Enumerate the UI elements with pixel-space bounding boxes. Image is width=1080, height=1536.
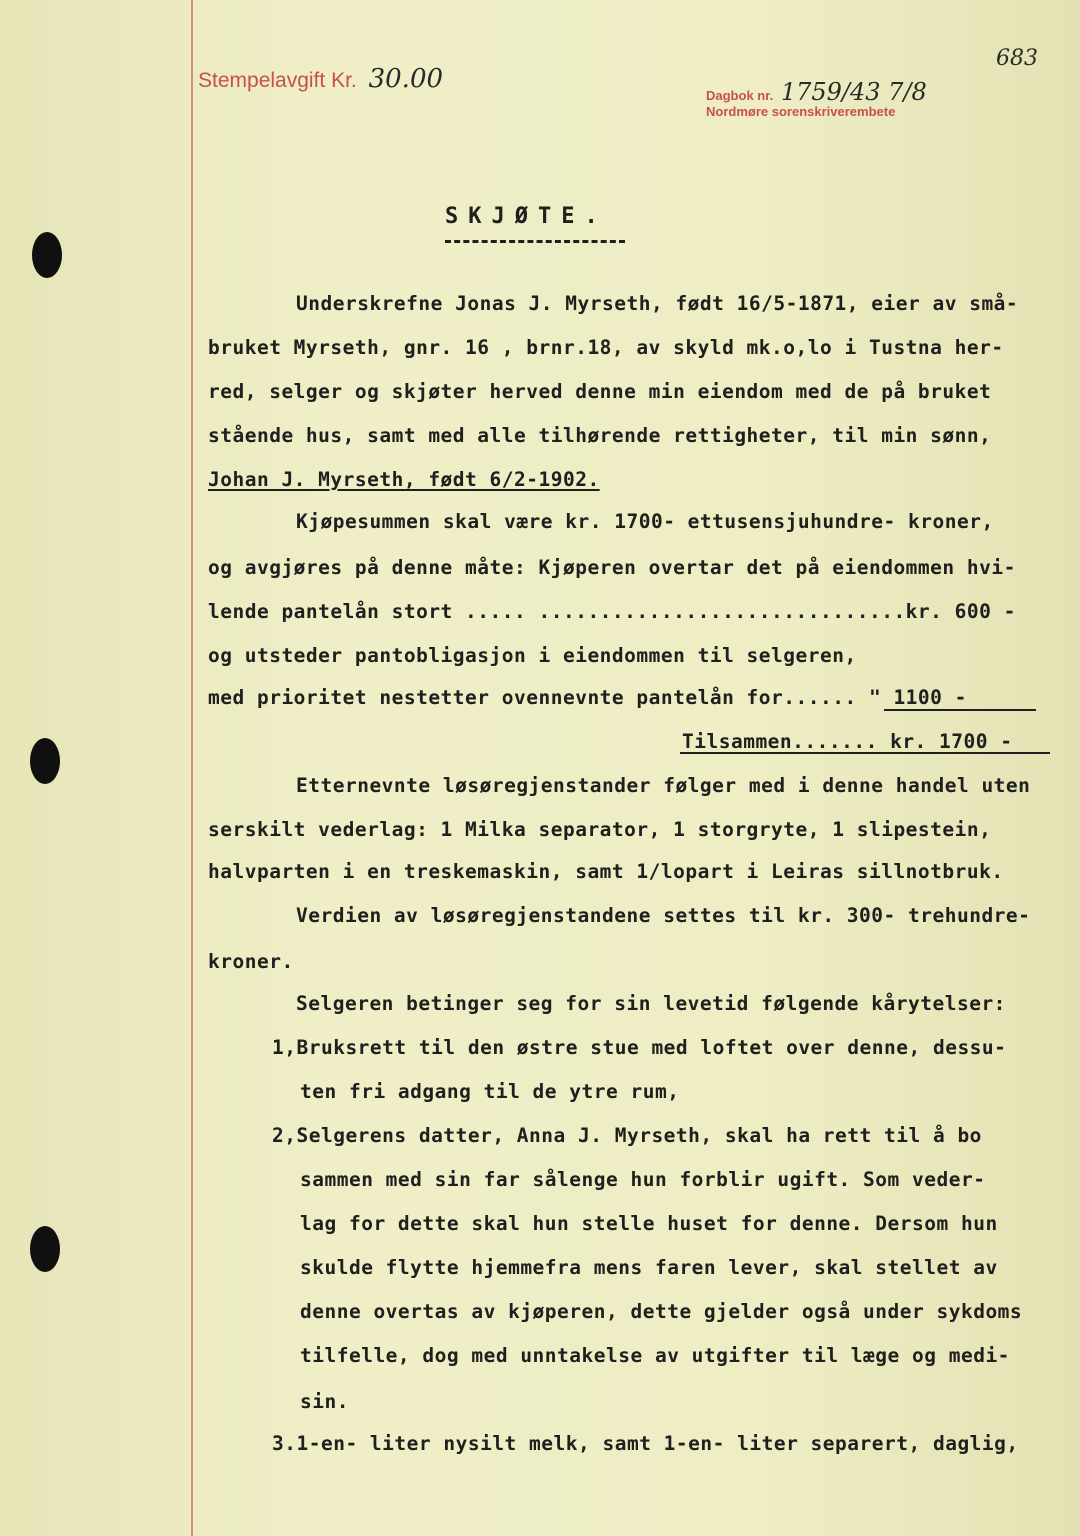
punch-hole-bottom — [30, 1226, 60, 1272]
text-line-26: sin. — [300, 1390, 349, 1413]
stamp-fee-amount: 30.00 — [368, 64, 444, 94]
text-line-2: bruket Myrseth, gnr. 16 , brnr.18, av skyld mk.o,lo i Tustna her- — [208, 336, 1004, 359]
text-line-27: 3.1-en- liter nysilt melk, samt 1-en- liter separert, daglig, — [272, 1432, 1019, 1455]
text-line-9: og utsteder pantobligasjon i eiendommen til selgeren, — [208, 644, 857, 667]
text-line-21: sammen med sin far sålenge hun forblir ugift. Som veder- — [300, 1168, 986, 1191]
text-line-4: stående hus, samt med alle tilhørende rettigheter, til min sønn, — [208, 424, 992, 447]
office-name: Nordmøre sorenskriverembete — [706, 104, 896, 119]
margin-rule — [191, 0, 193, 1536]
text-line-14: halvparten i en treskemaskin, samt 1/lopart i Leiras sillnotbruk. — [208, 860, 1004, 883]
text-line-24: denne overtas av kjøperen, dette gjelder også under sykdoms — [300, 1300, 1023, 1323]
text-line-7: og avgjøres på denne måte: Kjøperen overtar det på eiendommen hvi- — [208, 556, 1016, 579]
text-line-20: 2,Selgerens datter, Anna J. Myrseth, skal ha rett til å bo — [272, 1124, 982, 1147]
text-line-25: tilfelle, dog med unntakelse av utgifter til læge og medi- — [300, 1344, 1010, 1367]
text-line-19: ten fri adgang til de ytre rum, — [300, 1080, 680, 1103]
text-line-1: Underskrefne Jonas J. Myrseth, født 16/5-1871, eier av små- — [296, 292, 1019, 315]
text-line-15: Verdien av løsøregjenstandene settes til kr. 300- trehundre- — [296, 904, 1031, 927]
text-line-13: serskilt vederlag: 1 Milka separator, 1 storgryte, 1 slipestein, — [208, 818, 992, 841]
text-line-23: skulde flytte hjemmefra mens faren lever, skal stellet av — [300, 1256, 998, 1279]
sum-rule-1 — [884, 709, 1036, 711]
text-line-16: kroner. — [208, 950, 294, 973]
text-line-6: Kjøpesummen skal være kr. 1700- ettusensjuhundre- kroner, — [296, 510, 994, 533]
text-line-11: Tilsammen....... kr. 1700 - — [682, 730, 1013, 753]
document-title: SKJØTE. — [445, 204, 608, 229]
punch-hole-middle — [30, 738, 60, 784]
text-line-22: lag for dette skal hun stelle huset for denne. Dersom hun — [300, 1212, 998, 1235]
text-line-10: med prioritet nestetter ovennevnte pantelån for...... " 1100 - — [208, 686, 967, 709]
sum-rule-2 — [680, 752, 1050, 754]
text-line-3: red, selger og skjøter herved denne min eiendom med de på bruket — [208, 380, 992, 403]
title-underline — [445, 240, 625, 243]
dagbok-number: 1759/43 7/8 — [780, 78, 927, 106]
stamp-fee — [198, 64, 443, 94]
stamp-registry — [706, 78, 927, 119]
text-line-8: lende pantelån stort ..... ..............................kr. 600 - — [208, 600, 1016, 623]
dagbok-label: Dagbok nr. — [706, 88, 774, 103]
text-line-12: Etternevnte løsøregjenstander følger med i denne handel uten — [296, 774, 1031, 797]
stamp-fee-label: Stempelavgift Kr. — [198, 69, 357, 92]
text-line-5: Johan J. Myrseth, født 6/2-1902. — [208, 468, 600, 491]
punch-hole-top — [32, 232, 62, 278]
page-number: 683 — [996, 46, 1038, 71]
text-line-18: 1,Bruksrett til den østre stue med loftet over denne, dessu- — [272, 1036, 1007, 1059]
text-line-17: Selgeren betinger seg for sin levetid følgende kårytelser: — [296, 992, 1006, 1015]
